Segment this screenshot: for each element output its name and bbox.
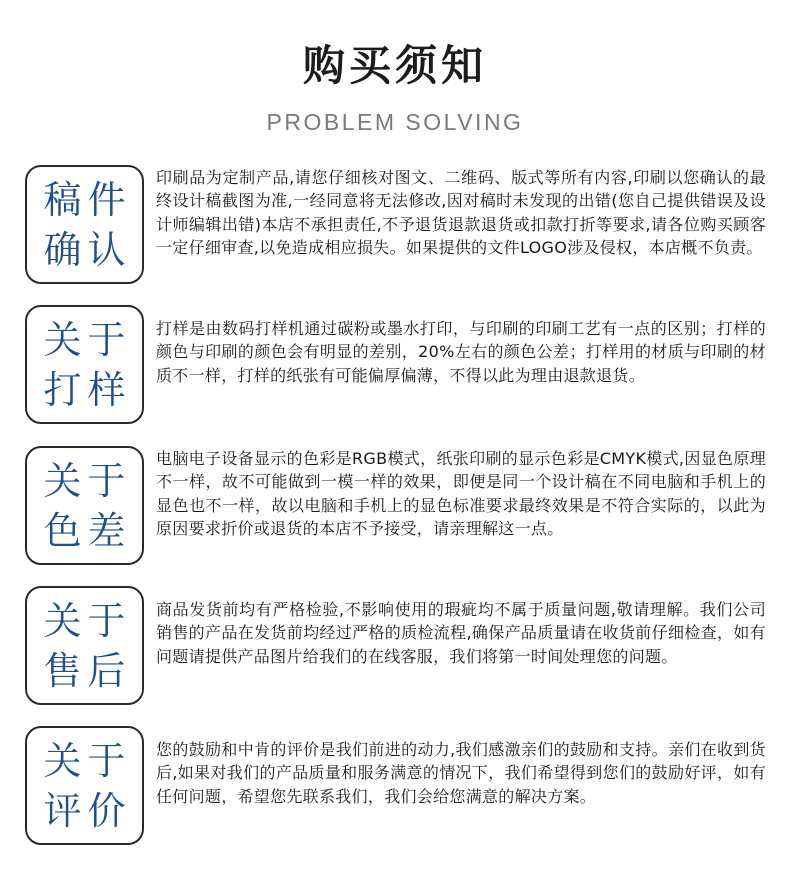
badge-line-1: 关于 xyxy=(43,739,132,783)
section-proofing xyxy=(0,303,790,443)
badge-line-2: 确认 xyxy=(43,228,132,272)
section-after-sales xyxy=(0,584,790,724)
page-subtitle: PROBLEM SOLVING xyxy=(266,109,524,135)
badge-line-1: 关于 xyxy=(43,318,132,362)
badge-line-2: 售后 xyxy=(43,649,132,693)
badge-line-1: 稿件 xyxy=(43,178,132,222)
badge-line-2: 评价 xyxy=(43,789,132,833)
section-review xyxy=(0,724,790,864)
section-description: 打样是由数码打样机通过碳粉或墨水打印，与印刷的印刷工艺有一点的区别；打样的颜色与印刷的颜色会有明显的差别，20%左右的颜色公差；打样用的材质与印刷的材质不一样，打样的纸张有可能偏厚偏薄，不得以此为理由退款退货。 xyxy=(156,319,766,385)
section-description: 您的鼓励和中肯的评价是我们前进的动力,我们感激亲们的鼓励和支持。亲们在收到货后,如果对我们的产品质量和服务满意的情况下，我们希望得到您们的鼓励好评，如有任何问题，希望您先联系我们，我们会给您满意的解决方案。 xyxy=(156,740,766,806)
header xyxy=(0,0,790,150)
badge-line-1: 关于 xyxy=(43,459,132,503)
section-badge xyxy=(25,586,144,705)
section-color-difference xyxy=(0,444,790,584)
section-badge xyxy=(25,726,144,845)
section-description: 印刷品为定制产品,请您仔细核对图文、二维码、版式等所有内容,印刷以您确认的最终设计稿截图为准,一经同意将无法修改,因对稿时未发现的出错(您自己提供错误及设计师编辑出错)本店不承担责任,不予退货退款退货或扣款打折等要求,请各位购买顾客一定仔细审查,以免造成相应损失。如果提供的文件LOGO涉及侵权，本店概不负责。 xyxy=(156,168,766,257)
badge-line-1: 关于 xyxy=(43,599,132,643)
page-title: 购买须知 xyxy=(302,41,487,90)
section-badge xyxy=(25,305,144,424)
badge-line-2: 色差 xyxy=(43,509,132,553)
section-draft-confirm xyxy=(0,163,790,303)
section-description: 商品发货前均有严格检验,不影响使用的瑕疵均不属于质量问题,敬请理解。我们公司销售的产品在发货前均经过严格的质检流程,确保产品质量请在收货前仔细检查，如有问题请提供产品图片给我们的在线客服，我们将第一时间处理您的问题。 xyxy=(156,600,766,666)
section-badge xyxy=(25,165,144,284)
section-description: 电脑电子设备显示的色彩是RGB模式，纸张印刷的显示色彩是CMYK模式,因显色原理不一样，故不可能做到一模一样的效果，即便是同一个设计稿在不同电脑和手机上的显色也不一样，故以电脑和手机上的显色标准要求最终效果是不符合实际的，以此为原因要求折价或退货的本店不予接受，请亲理解这一点。 xyxy=(156,449,766,538)
section-badge xyxy=(25,446,144,565)
badge-line-2: 打样 xyxy=(43,368,132,412)
